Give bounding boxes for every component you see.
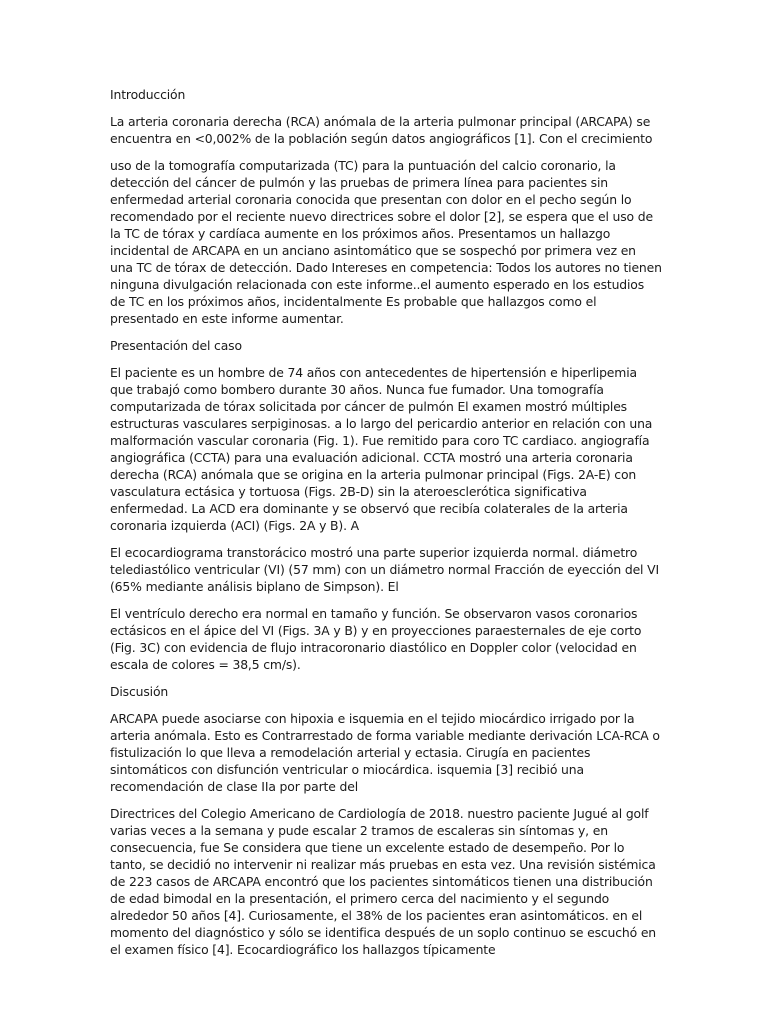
paragraph-discusion-2: Directrices del Colegio Americano de Cardiología de 2018. nuestro paciente Jugué al golf varias veces a la semana y pude escalar 2 tramos de escaleras sin síntomas y, en consecuencia, fue Se considera que tiene un excelente estado de desempeño. Por lo tanto, se decidió no intervenir ni realizar más pruebas en esta vez. Una revisión sistémica de 223 casos de ARCAPA encontró que los pacientes sintomáticos tienen una distribución de edad bimodal en la presentación, el primero cerca del nacimiento y el segundo alrededor 50 años [4]. Curiosamente, el 38% de los pacientes eran asintomáticos. en el momento del diagnóstico y sólo se identifica después de un soplo continuo se escuchó en el examen físico [4]. Ecocardiográfico los hallazgos típicamente: [110, 806, 657, 957]
document-body: [110, 86, 662, 968]
heading-introduccion: Introducción: [110, 87, 186, 102]
paragraph-discusion-1: ARCAPA puede asociarse con hipoxia e isquemia en el tejido miocárdico irrigado por la arteria anómala. Esto es Contrarrestado de forma variable mediante derivación LCA-RCA o fistulización lo que lleva a remodelación arterial y ectasia. Cirugía en pacientes sintomáticos con disfunción ventricular o miocárdica. isquemia [3] recibió una recomendación de clase IIa por parte del: [110, 711, 660, 794]
heading-discusion: Discusión: [110, 684, 169, 699]
paragraph-intro-1: La arteria coronaria derecha (RCA) anómala de la arteria pulmonar principal (ARCAPA) se encuentra en <0,002% de la población según datos angiográficos [1]. Con el crecimiento: [110, 114, 653, 146]
heading-presentacion-caso: Presentación del caso: [110, 338, 242, 353]
paragraph-caso-3: El ventrículo derecho era normal en tamaño y función. Se observaron vasos coronarios ectásicos en el ápice del VI (Figs. 3A y B) y en proyecciones paraesternales de eje corto (Fig. 3C) con evidencia de flujo intracoronario diastólico en Doppler color (velocidad en escala de colores = 38,5 cm/s).: [110, 606, 642, 672]
paragraph-caso-1: El paciente es un hombre de 74 años con antecedentes de hipertensión e hiperlipemia que trabajó como bombero durante 30 años. Nunca fue fumador. Una tomografía computarizada de tórax solicitada por cáncer de pulmón El examen mostró múltiples estructuras vasculares serpiginosas. a lo largo del pericardio anterior en relación con una malformación vascular coronaria (Fig. 1). Fue remitido para coro TC cardiaco. angiografía angiográfica (CCTA) para una evaluación adicional. CCTA mostró una arteria coronaria derecha (RCA) anómala que se origina en la arteria pulmonar principal (Figs. 2A-E) con vasculatura ectásica y tortuosa (Figs. 2B-D) sin la ateroesclerótica significativa enfermedad. La ACD era dominante y se observó que recibía colaterales de la arteria coronaria izquierda (ACI) (Figs. 2A y B). A: [110, 365, 653, 533]
paragraph-intro-2: uso de la tomografía computarizada (TC) para la puntuación del calcio coronario, la detección del cáncer de pulmón y las pruebas de primera línea para pacientes sin enfermedad arterial coronaria conocida que presentan con dolor en el pecho según lo recomendado por el reciente nuevo directrices sobre el dolor [2], se espera que el uso de la TC de tórax y cardíaca aumente en los próximos años. Presentamos un hallazgo incidental de ARCAPA en un anciano asintomático que se sospechó por primera vez en una TC de tórax de detección. Dado Intereses en competencia: Todos los autores no tienen ninguna divulgación relacionada con este informe..el aumento esperado en los estudios de TC en los próximos años, incidentalmente Es probable que hallazgos como el presentado en este informe aumentar.: [110, 158, 662, 326]
paragraph-caso-2: El ecocardiograma transtorácico mostró una parte superior izquierda normal. diámetro telediastólico ventricular (VI) (57 mm) con un diámetro normal Fracción de eyección del VI (65% mediante análisis biplano de Simpson). El: [110, 545, 659, 594]
